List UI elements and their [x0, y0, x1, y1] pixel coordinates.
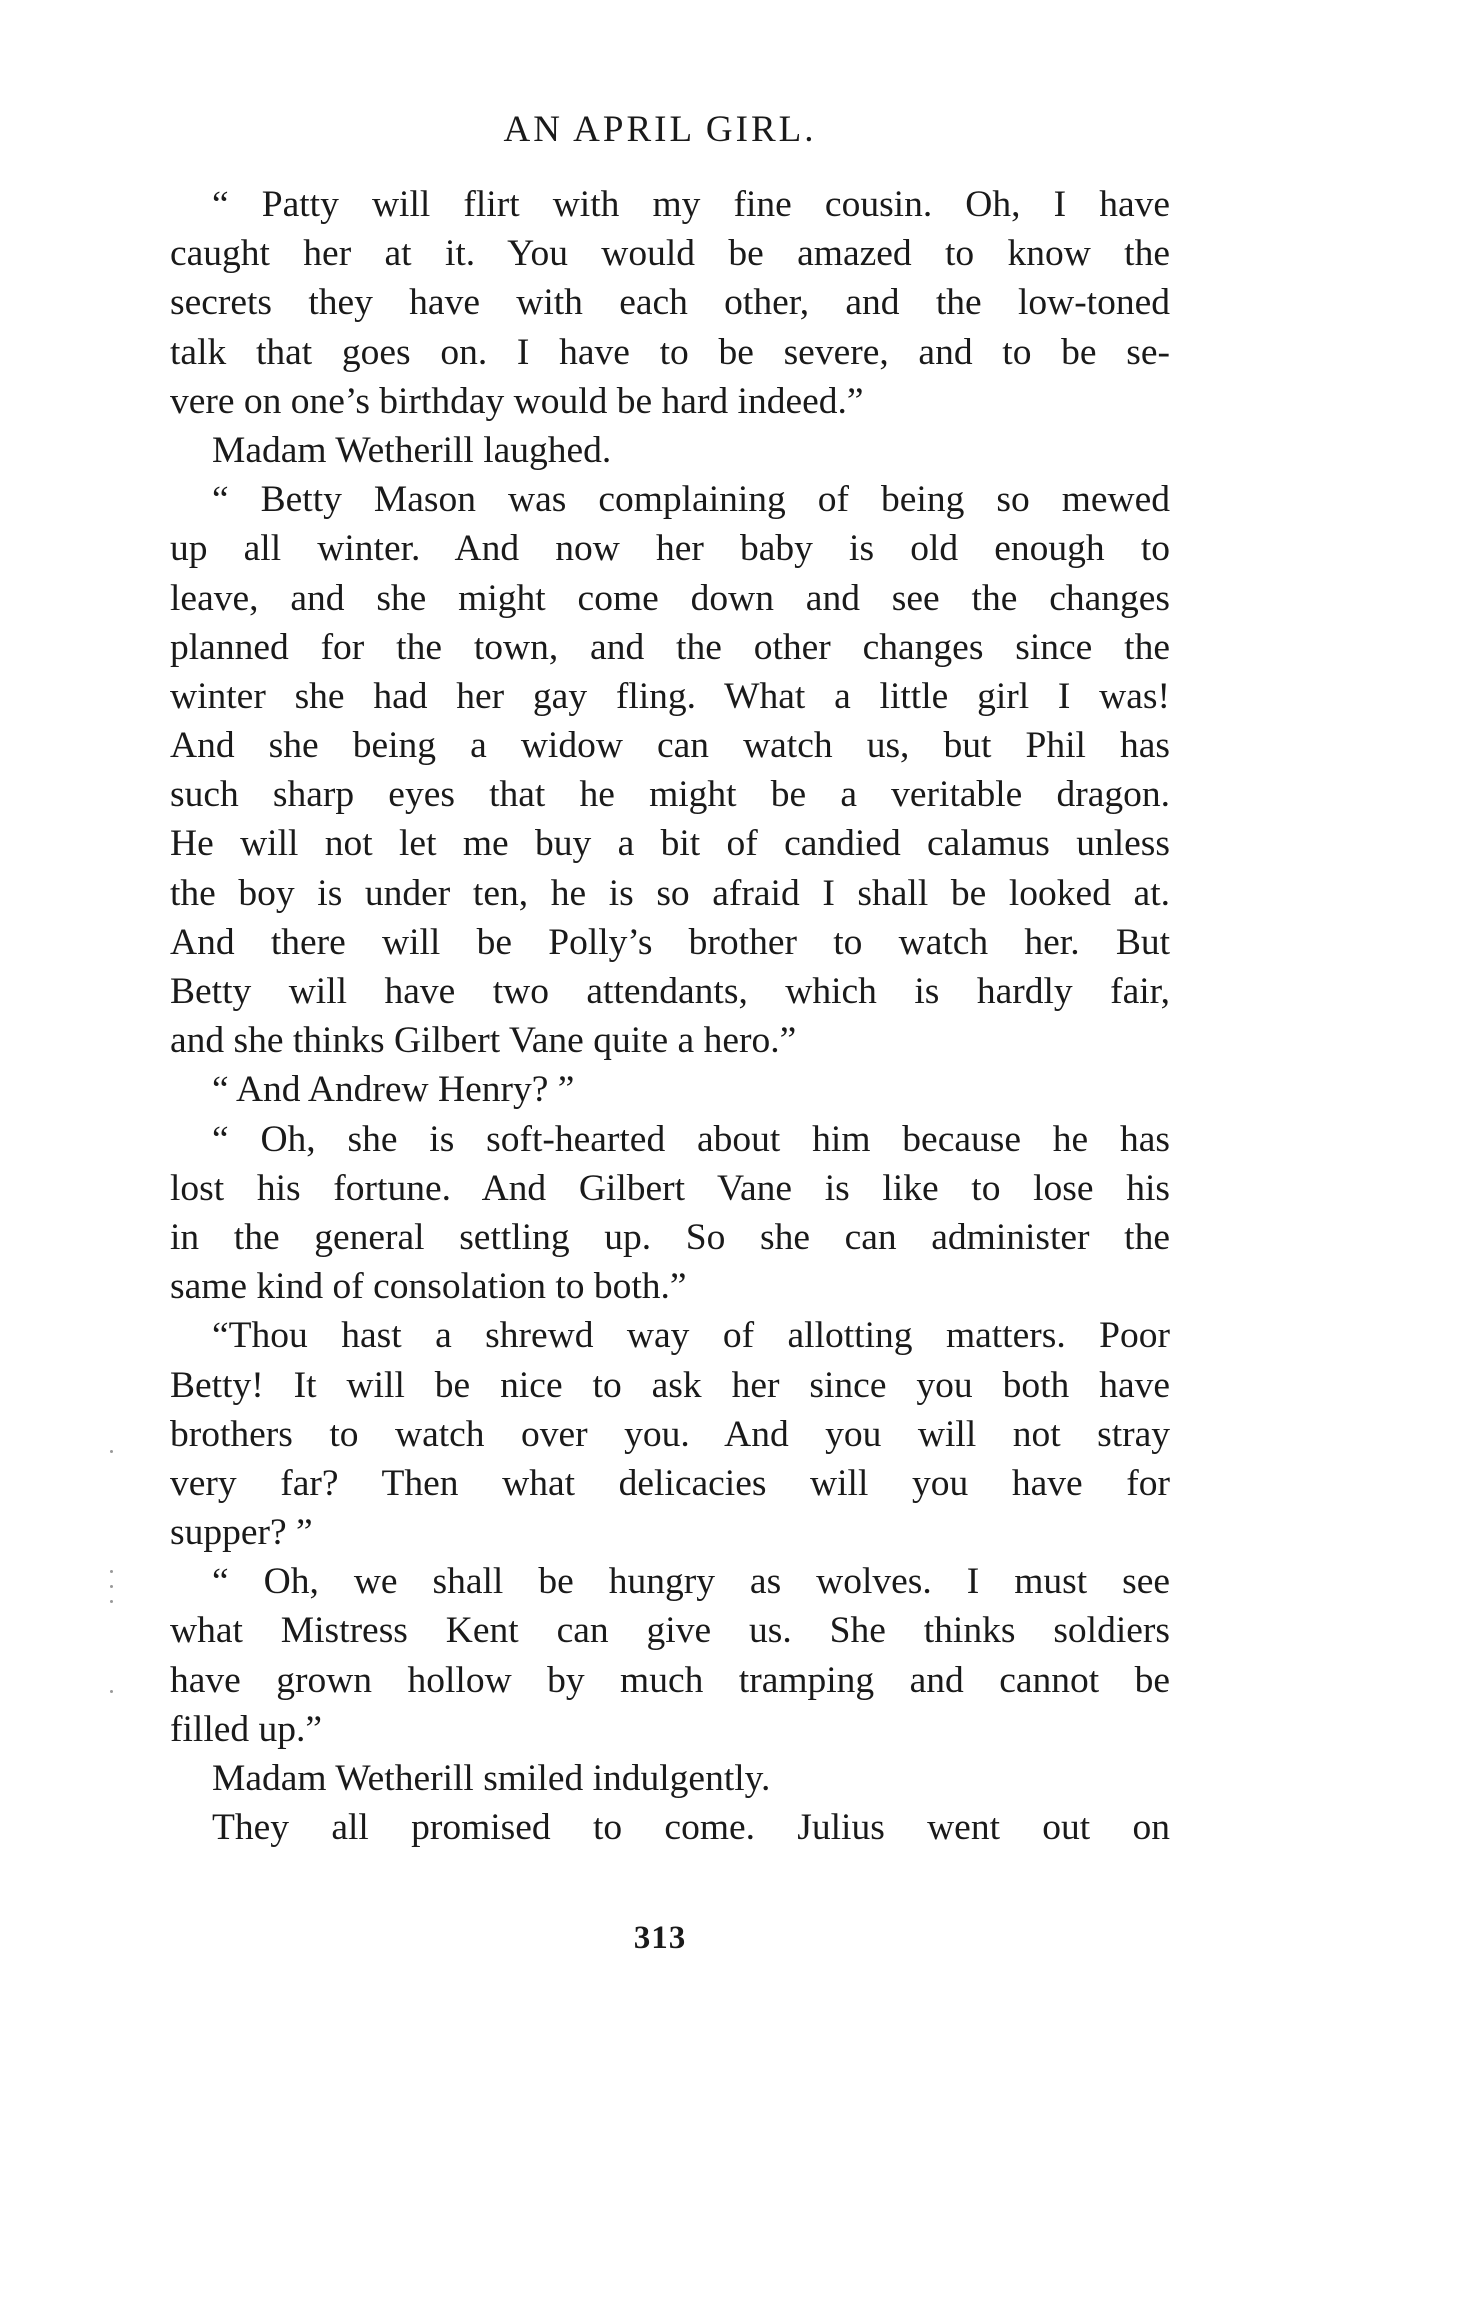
text-line: caught her at it. You would be amazed to know the: [170, 233, 1170, 275]
speck: [110, 1585, 113, 1588]
text-line: Betty will have two attendants, which is hardly fair,: [170, 971, 1170, 1012]
text-line: Betty! It will be nice to ask her since you both have: [170, 1364, 1170, 1406]
text-line: planned for the town, and the other changes since the: [170, 626, 1170, 668]
text-line: supper? ”: [170, 1512, 313, 1554]
text-line: the boy is under ten, he is so afraid I shall be looked at.: [170, 872, 1170, 914]
speck: [110, 1600, 113, 1603]
text-line: “Thou hast a shrewd way of allotting matters. Poor: [212, 1315, 1170, 1357]
text-line: brothers to watch over you. And you will not stray: [170, 1413, 1170, 1455]
text-line: “ Oh, she is soft-hearted about him because he has: [212, 1118, 1170, 1160]
text-line: Madam Wetherill smiled indulgently.: [212, 1758, 771, 1799]
speck: [110, 1450, 113, 1453]
speck: [110, 1690, 113, 1693]
text-line: have grown hollow by much tramping and cannot be: [170, 1659, 1170, 1701]
text-line: lost his fortune. And Gilbert Vane is like to lose his: [170, 1167, 1170, 1209]
text-line: filled up.”: [170, 1708, 323, 1750]
text-line: Madam Wetherill laughed.: [212, 429, 612, 471]
text-line: They all promised to come. Julius went out on: [212, 1807, 1170, 1849]
speck: [110, 1570, 113, 1573]
text-line: very far? Then what delicacies will you have for: [170, 1462, 1170, 1504]
text-line: And there will be Polly’s brother to watch her. But: [170, 921, 1170, 963]
text-line: “ And Andrew Henry? ”: [212, 1069, 575, 1111]
text-line: same kind of consolation to both.”: [170, 1266, 687, 1308]
text-line: And she being a widow can watch us, but Phil has: [170, 725, 1170, 767]
text-line: leave, and she might come down and see the changes: [170, 577, 1170, 619]
text-line: talk that goes on. I have to be severe, and to be se-: [170, 331, 1170, 373]
text-line: “ Oh, we shall be hungry as wolves. I must see: [212, 1561, 1170, 1603]
page-number: 313: [633, 1920, 687, 1956]
margin-specks: [108, 1450, 116, 1810]
text-line: “ Patty will flirt with my fine cousin. Oh, I have: [212, 184, 1170, 225]
running-head: AN APRIL GIRL.: [503, 109, 817, 150]
text-line: vere on one’s birthday would be hard indeed.”: [170, 380, 864, 422]
text-line: He will not let me buy a bit of candied calamus unless: [170, 823, 1170, 865]
text-line: up all winter. And now her baby is old enough to: [170, 528, 1170, 570]
text-line: what Mistress Kent can give us. She thinks soldiers: [170, 1610, 1170, 1652]
text-line: secrets they have with each other, and the low-toned: [170, 282, 1170, 324]
text-line: in the general settling up. So she can administer the: [170, 1216, 1170, 1258]
text-line: and she thinks Gilbert Vane quite a hero.”: [170, 1020, 797, 1062]
body-text: [170, 180, 1170, 1852]
text-line: such sharp eyes that he might be a veritable dragon.: [170, 774, 1170, 816]
text-line: winter she had her gay fling. What a little girl I was!: [170, 675, 1170, 717]
text-line: “ Betty Mason was complaining of being so mewed: [212, 479, 1170, 521]
